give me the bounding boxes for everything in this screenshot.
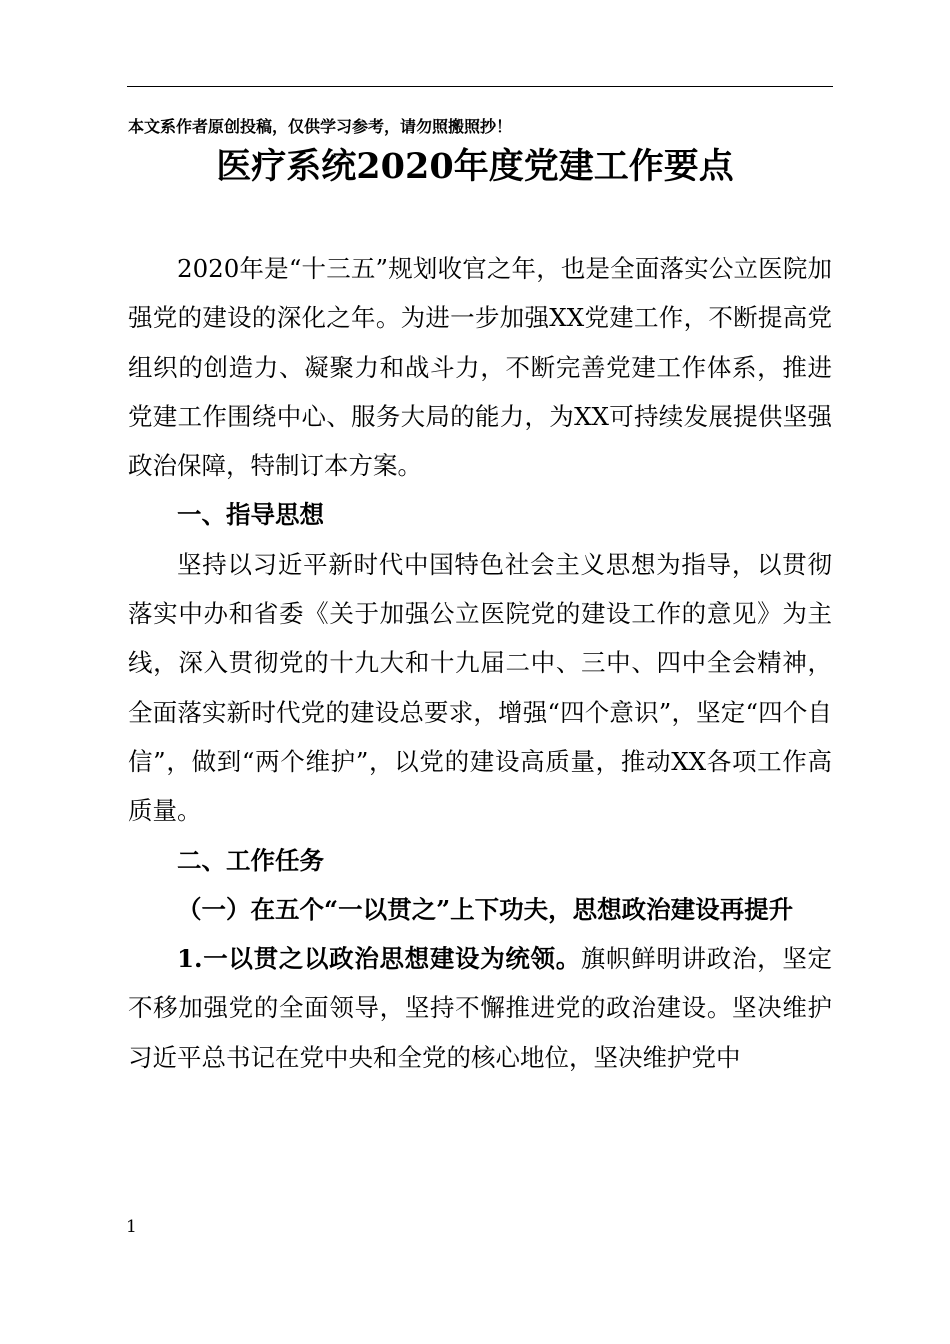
item-1-text: 旗帜鲜明讲政治，坚定不移加强党的全面领导，坚持不懈推进党的政治建设。坚决维护习近平总书记在党中央和全党的核心地位，坚决维护党中	[128, 944, 832, 1072]
item-1-paragraph	[128, 934, 832, 1082]
intro-paragraph: 2020年是“十三五”规划收官之年，也是全面落实公立医院加强党的建设的深化之年。为进一步加强XX党建工作，不断提高党组织的创造力、凝聚力和战斗力，不断完善党建工作体系，推进党建工作围绕中心、服务大局的能力，为XX可持续发展提供坚强政治保障，特制订本方案。	[128, 254, 832, 481]
document-title: 医疗系统2020年度党建工作要点	[216, 146, 734, 187]
item-1-lead: 1.一以贯之以政治思想建设为统领。	[177, 944, 581, 974]
section-heading-work-tasks: 二、工作任务	[177, 845, 324, 875]
document-body	[128, 244, 832, 1082]
subsection-heading-1: （一）在五个“一以贯之”上下功夫，思想政治建设再提升	[177, 894, 794, 924]
guiding-thought-paragraph: 坚持以习近平新时代中国特色社会主义思想为指导，以贯彻落实中办和省委《关于加强公立医院党的建设工作的意见》为主线，深入贯彻党的十九大和十九届二中、三中、四中全会精神，全面落实新时代党的建设总要求，增强“四个意识”，坚定“四个自信”，做到“两个维护”，以党的建设高质量，推动XX各项工作高质量。	[128, 549, 832, 826]
section-heading-guiding-thought: 一、指导思想	[177, 500, 324, 530]
header-rule	[127, 86, 833, 87]
copyright-notice: 本文系作者原创投稿，仅供学习参考，请勿照搬照抄！	[128, 117, 513, 136]
page-number: 1	[126, 1217, 137, 1237]
